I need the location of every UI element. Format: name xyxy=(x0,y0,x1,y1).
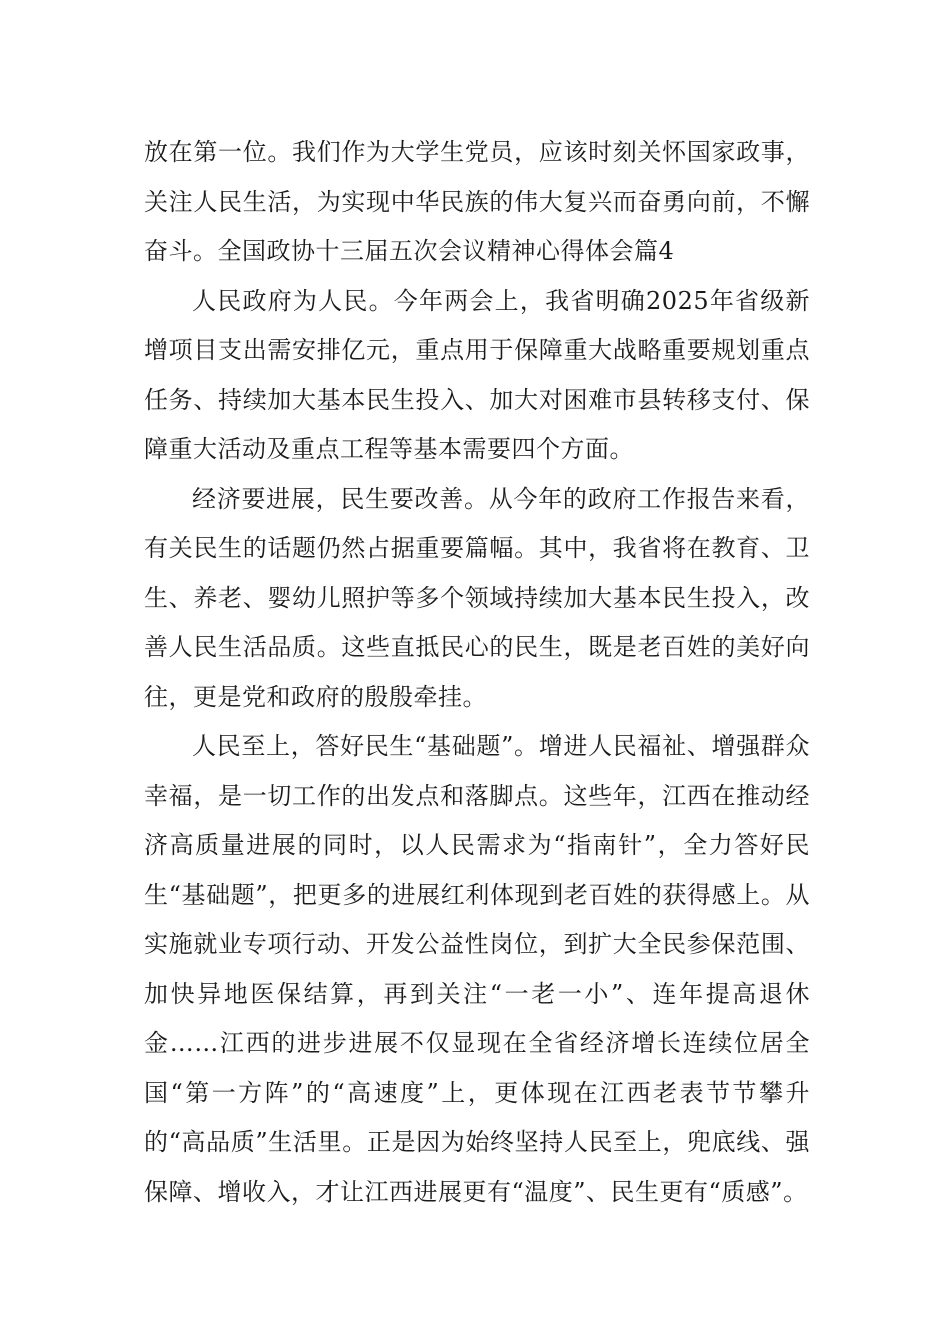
paragraph-4: 人民至上，答好民生“基础题”。增进人民福祉、增强群众幸福，是一切工作的出发点和落脚点。这些年，江西在推动经济高质量进展的同时，以人民需求为“指南针”，全力答好民生“基础题”，把更多的进展红利体现到老百姓的获得感上。从实施就业专项行动、开发公益性岗位，到扩大全民参保范围、加快异地医保结算，再到关注“一老一小”、连年提高退休金……江西的进步进展不仅显现在全省经济增长连续位居全国“第一方阵”的“高速度”上，更体现在江西老表节节攀升的“高品质”生活里。正是因为始终坚持人民至上，兜底线、强保障、增收入，才让江西进展更有“温度”、民生更有“质感”。 xyxy=(144,732,810,1206)
paragraph-3: 经济要进展，民生要改善。从今年的政府工作报告来看，有关民生的话题仍然占据重要篇幅。其中，我省将在教育、卫生、养老、婴幼儿照护等多个领域持续加大基本民生投入，改善人民生活品质。这些直抵民心的民生，既是老百姓的美好向往，更是党和政府的殷殷牵挂。 xyxy=(144,484,810,711)
paragraph-1: 放在第一位。我们作为大学生党员，应该时刻关怀国家政事，关注人民生活，为实现中华民族的伟大复兴而奋勇向前，不懈奋斗。全国政协十三届五次会议精神心得体会篇4 xyxy=(144,138,810,265)
paragraph-2: 人民政府为人民。今年两会上，我省明确2025年省级新增项目支出需安排亿元，重点用于保障重大战略重要规划重点任务、持续加大基本民生投入、加大对困难市县转移支付、保障重大活动及重点工程等基本需要四个方面。 xyxy=(144,286,810,463)
document-body xyxy=(144,128,810,1217)
